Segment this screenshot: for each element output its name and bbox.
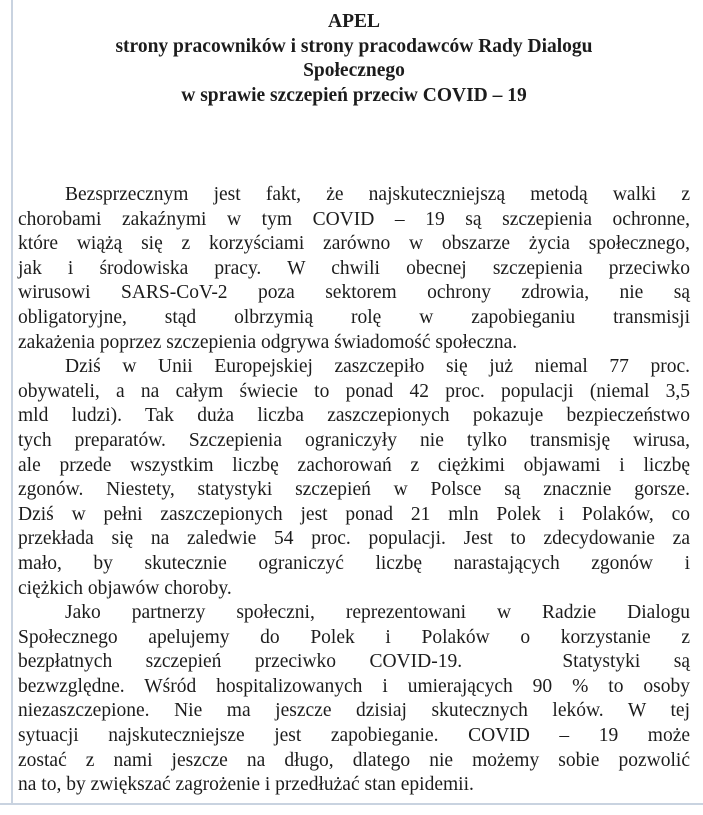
paragraph-1: [18, 183, 690, 355]
document-content: [18, 10, 690, 798]
text-line: zakażenia poprzez szczepienia odgrywa świadomość społeczna.: [18, 331, 518, 353]
text-line: sytuacji najskuteczniejsze jest zapobieganie. COVID – 19 może: [18, 725, 690, 747]
paragraph-2: [18, 355, 690, 601]
text-line: Dziś w Unii Europejskiej zaszczepiło się już niemal 77 proc.: [65, 356, 690, 378]
text-line: Bezsprzecznym jest fakt, że najskuteczniejszą metodą walki z: [65, 184, 690, 205]
text-line: na to, by zwiększać zagrożenie i przedłużać stan epidemii.: [18, 774, 474, 796]
text-line: które wiążą się z korzyściami zarówno w obszarze życia społecznego,: [18, 233, 690, 255]
document-body: [18, 183, 690, 798]
text-line: wirusowi SARS-CoV-2 poza sektorem ochrony zdrowia, nie są: [18, 282, 690, 304]
title-line: w sprawie szczepień przeciw COVID – 19: [181, 84, 527, 106]
text-line: tych preparatów. Szczepienia ograniczyły nie tylko transmisję wirusa,: [18, 429, 690, 451]
text-line: Społecznego apelujemy do Polek i Polaków o korzystanie z: [18, 626, 690, 648]
document-title: [18, 10, 690, 108]
text-line: bezwzględne. Wśród hospitalizowanych i umierających 90 % to osoby: [18, 675, 690, 697]
text-line: jak i środowiska pracy. W chwili obecnej szczepienia przeciwko: [18, 257, 690, 279]
page-bottom-border: [0, 803, 703, 805]
text-line: niezaszczepione. Nie ma jeszcze dzisiaj skutecznych leków. W tej: [18, 700, 690, 722]
paragraph-3: [18, 601, 690, 798]
text-line: bezpłatnych szczepień przeciwko COVID-19. Statystyki są: [18, 651, 690, 673]
text-line: ale przede wszystkim liczbę zachorowań z ciężkimi objawami i liczbę: [18, 454, 690, 476]
text-line: zostać z nami jeszcze na długo, dlatego nie możemy sobie pozwolić: [18, 749, 690, 771]
text-line: obligatoryjne, stąd olbrzymią rolę w zapobieganiu transmisji: [18, 306, 690, 328]
title-line: APEL: [327, 11, 380, 32]
title-line: strony pracowników i strony pracodawców Rady Dialogu: [115, 35, 593, 57]
text-line: chorobami zakaźnymi w tym COVID – 19 są szczepienia ochronne,: [18, 208, 690, 230]
text-line: zgonów. Niestety, statystyki szczepień w Polsce są znacznie gorsze.: [18, 479, 690, 501]
text-line: mld ludzi). Tak duża liczba zaszczepionych pokazuje bezpieczeństwo: [18, 405, 690, 427]
text-line: Dziś w pełni zaszczepionych jest ponad 21 mln Polek i Polaków, co: [18, 503, 690, 525]
text-line: przekłada się na zaledwie 54 proc. populacji. Jest to zdecydowanie za: [18, 528, 690, 550]
text-line: mało, by skutecznie ograniczyć liczbę narastających zgonów i: [18, 552, 690, 574]
text-line: Jako partnerzy społeczni, reprezentowani w Radzie Dialogu: [65, 602, 690, 624]
title-line: Społecznego: [303, 60, 405, 81]
text-line: ciężkich objawów choroby.: [18, 577, 232, 599]
text-line: obywateli, a na całym świecie to ponad 42 proc. populacji (niemal 3,5: [18, 380, 690, 402]
page-left-border: [11, 0, 13, 803]
